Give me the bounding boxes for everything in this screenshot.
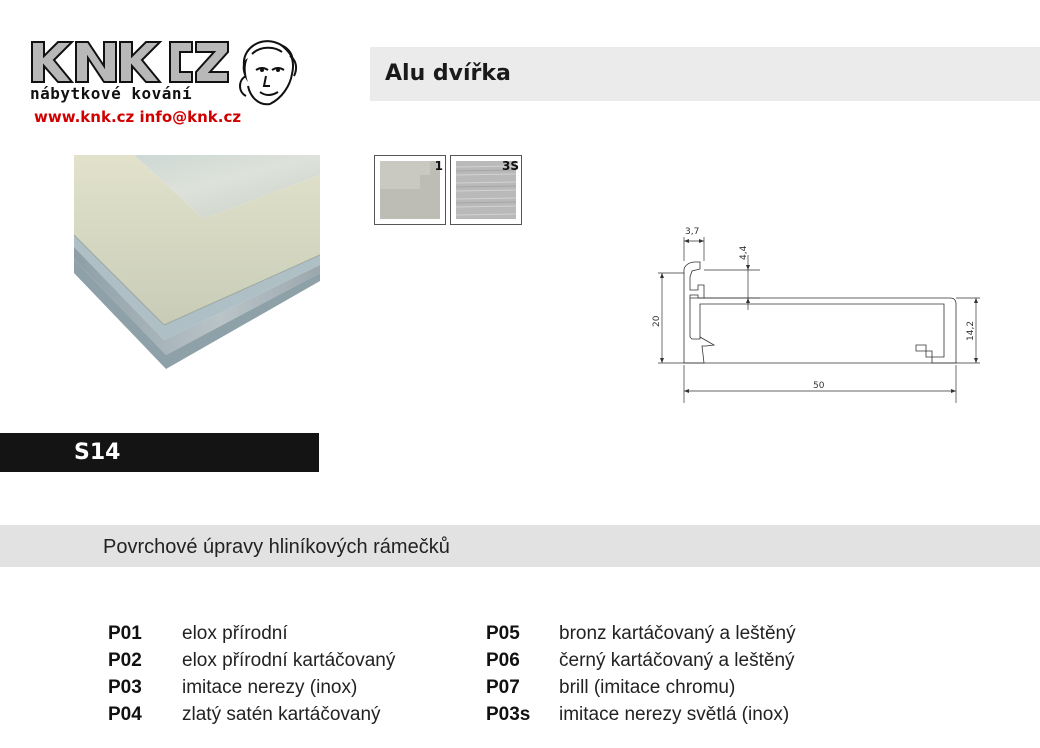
finish-name: elox přírodní: [182, 623, 288, 644]
finish-code: P07: [486, 677, 520, 698]
finish-name: elox přírodní kartáčovaný: [182, 650, 396, 671]
finish-name: imitace nerezy světlá (inox): [559, 704, 790, 725]
dim-right-height: 14,2: [966, 320, 976, 341]
finish-code: P03: [108, 677, 142, 698]
section-heading: Povrchové úpravy hliníkových rámečků: [103, 536, 450, 558]
dim-width: 50: [813, 381, 825, 391]
finish-name: bronz kartáčovaný a leštěný: [559, 623, 796, 644]
swatch-3s-label: 3S: [502, 159, 519, 173]
finish-code: P04: [108, 704, 142, 725]
finish-code: P06: [486, 650, 520, 671]
logo-contact: www.knk.cz info@knk.cz: [34, 108, 242, 126]
finish-name: černý kartáčovaný a leštěný: [559, 650, 795, 671]
finish-code: P05: [486, 623, 520, 644]
finish-name: zlatý satén kartáčovaný: [182, 704, 381, 725]
swatch-1-label: 1: [434, 159, 443, 173]
finish-code: P01: [108, 623, 142, 644]
dim-top-width: 3,7: [685, 227, 700, 237]
finish-name: imitace nerezy (inox): [182, 677, 358, 698]
product-code: S14: [74, 440, 121, 465]
finish-code: P03s: [486, 704, 531, 725]
dim-top-height: 4,4: [739, 245, 749, 260]
page-title: Alu dvířka: [385, 61, 511, 86]
finish-code: P02: [108, 650, 142, 671]
finish-name: brill (imitace chromu): [559, 677, 736, 698]
dim-height: 20: [652, 315, 662, 327]
logo-subtitle: nábytkové kování: [30, 84, 193, 103]
